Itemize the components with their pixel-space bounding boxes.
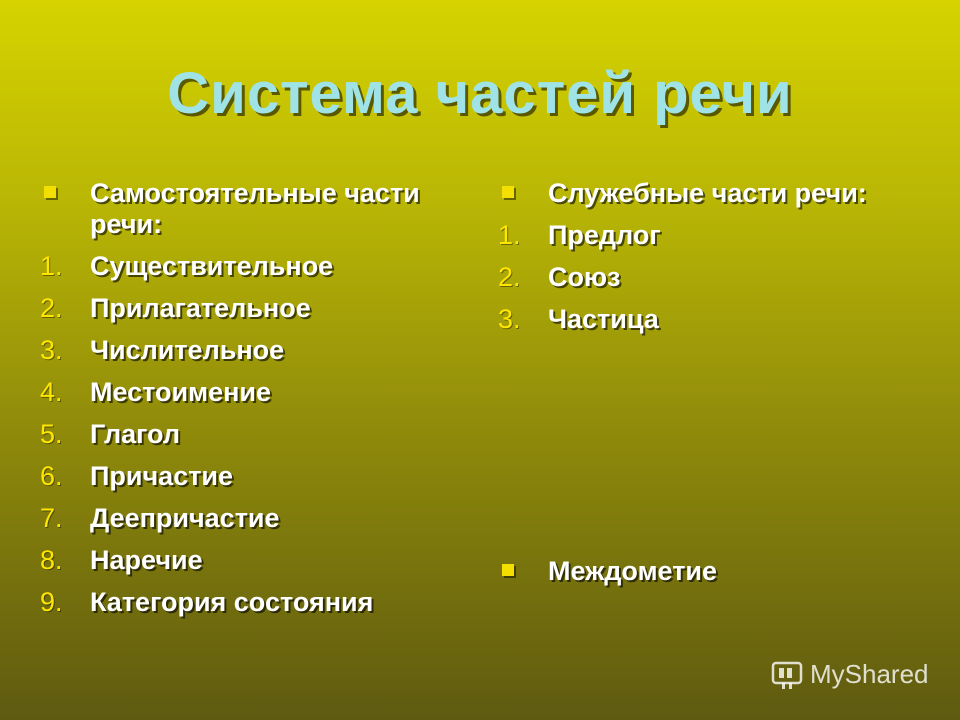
left-column-header-text: Самостоятельные части речи:: [90, 178, 420, 239]
list-number: 1.: [498, 220, 521, 250]
list-item: [40, 293, 460, 324]
list-item-label: Причастие: [90, 461, 234, 491]
list-item: [40, 419, 460, 450]
list-item-label: Категория состояния: [90, 587, 374, 617]
list-number: 4.: [40, 377, 63, 407]
list-number: 8.: [40, 545, 63, 575]
list-number: 3.: [498, 304, 521, 334]
myshared-logo-icon: [770, 657, 804, 691]
square-bullet-icon: [502, 186, 514, 198]
list-number: 7.: [40, 503, 63, 533]
watermark-text: MyShared: [810, 658, 929, 689]
slide-title: Система частей речи: [167, 61, 793, 126]
list-number: 1.: [40, 251, 63, 281]
list-item-label: Деепричастие: [90, 503, 280, 533]
list-number: 9.: [40, 587, 63, 617]
list-item-label: Предлог: [548, 220, 661, 250]
list-item: [498, 220, 918, 251]
square-bullet-icon: [502, 564, 514, 576]
right-column-header-text: Служебные части речи:: [548, 178, 867, 208]
list-item: [40, 461, 460, 492]
list-number: 5.: [40, 419, 63, 449]
list-item-label: Частица: [548, 304, 659, 334]
list-number: 3.: [40, 335, 63, 365]
list-item: [498, 304, 918, 335]
list-number: 6.: [40, 461, 63, 491]
left-column-header: [40, 178, 460, 240]
list-item: [40, 335, 460, 366]
list-number: 2.: [498, 262, 521, 292]
list-item-label: Союз: [548, 262, 621, 292]
interjection-label: Междометие: [548, 556, 718, 586]
list-item: [40, 503, 460, 534]
watermark-logo: [770, 657, 929, 691]
interjection-item: [498, 556, 918, 587]
left-column: [40, 178, 460, 629]
list-item-label: Местоимение: [90, 377, 272, 407]
list-item-label: Числительное: [90, 335, 285, 365]
interjection-block: [498, 556, 918, 598]
list-item-label: Наречие: [90, 545, 203, 575]
list-item: [498, 262, 918, 293]
list-item: [40, 251, 460, 282]
list-item: [40, 587, 460, 618]
list-item: [40, 377, 460, 408]
square-bullet-icon: [44, 186, 56, 198]
right-column-header: [498, 178, 918, 209]
list-number: 2.: [40, 293, 63, 323]
list-item-label: Глагол: [90, 419, 180, 449]
list-item-label: Прилагательное: [90, 293, 311, 323]
list-item-label: Существительное: [90, 251, 334, 281]
list-item: [40, 545, 460, 576]
right-column: [498, 178, 918, 346]
